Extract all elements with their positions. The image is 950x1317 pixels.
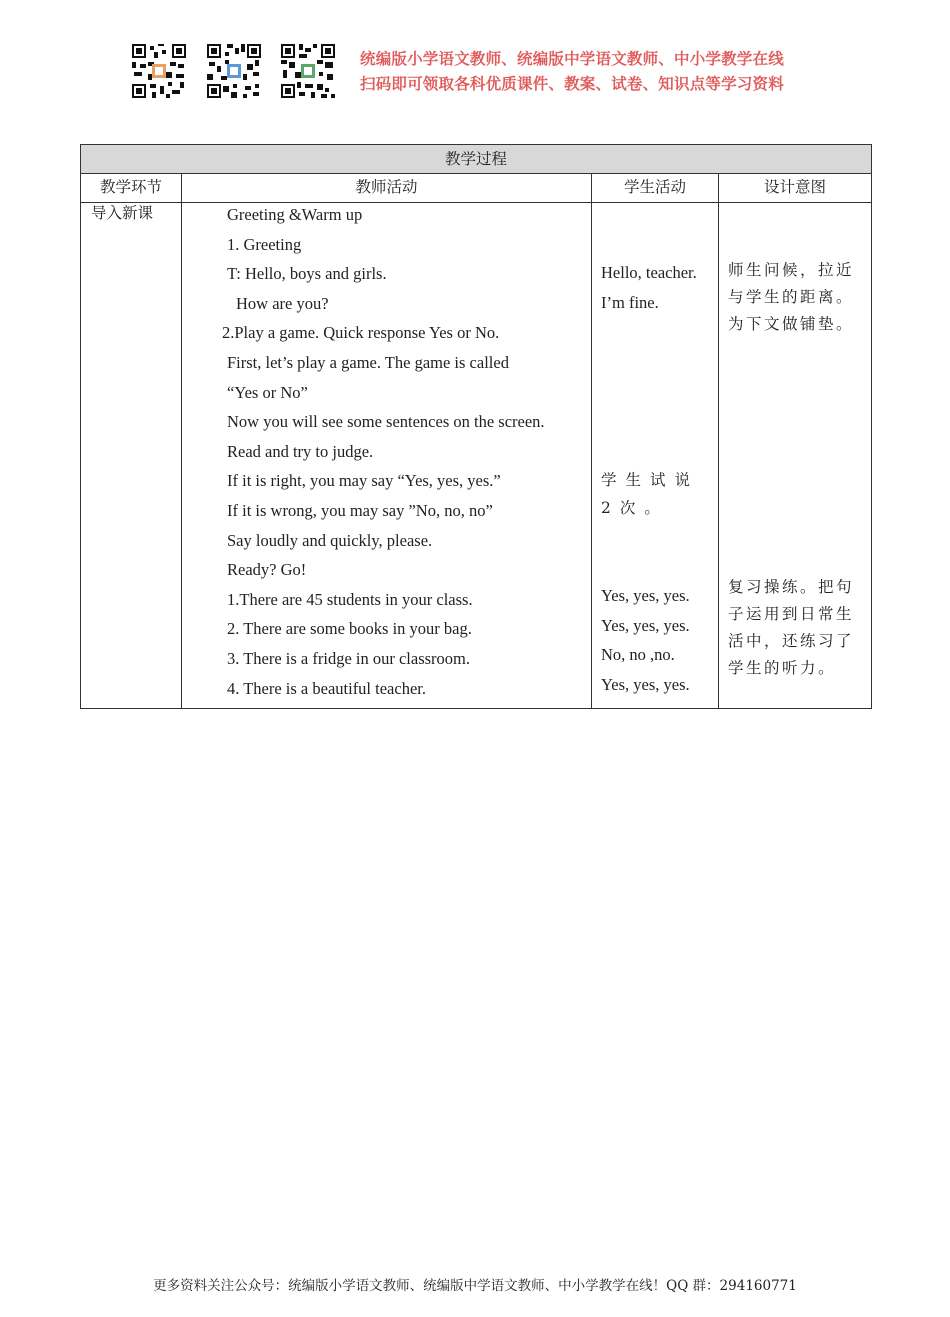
qr-code-icon[interactable] [205,42,263,100]
teacher-line: 3. There is a fridge in our classroom. [227,648,471,668]
teacher-line: 2. There are some books in your bag. [227,619,472,639]
student-activity-cell [592,203,719,709]
teacher-line: 1. Greeting [227,234,302,254]
column-header: 设计意图 [719,174,872,203]
qr-code-icon[interactable] [279,42,337,100]
footer-note: 更多资料关注公众号：统编版小学语文教师、统编版中学语文教师、中小学教学在线！QQ 群：294160771 [153,1278,797,1294]
column-header: 教学环节 [81,174,182,203]
design-intent: 复习操练。把句子运用到日常生活中，还练习了学生的听力。 [728,578,855,677]
column-header: 教师活动 [182,174,592,203]
qr-code-icon[interactable] [130,42,188,100]
student-response: Hello, teacher. [601,263,697,282]
banner-line-1: 统编版小学语文教师、统编版中学语文教师、中小学教学在线 [360,50,784,68]
design-intent-cell [719,203,872,709]
teacher-line: T: Hello, boys and girls. [227,264,387,284]
header [130,42,830,102]
stage-cell [81,203,182,709]
student-answer: Yes, yes, yes. [601,616,690,635]
teacher-line: Greeting &Warm up [227,205,363,224]
table-row [81,203,872,709]
teacher-line: 4. There is a beautiful teacher. [227,678,426,698]
teacher-line: How are you? [236,293,329,313]
teacher-line: Say loudly and quickly, please. [227,530,433,550]
stage-label: 导入新课 [91,204,154,222]
teacher-activity-cell [182,203,592,709]
student-answer: No, no ,no. [601,645,675,664]
lesson-table [80,144,872,709]
student-response: I’m fine. [601,293,659,312]
design-intent: 师生问候，拉近与学生的距离。为下文做铺垫。 [728,261,855,333]
teacher-line: If it is wrong, you may say ”No, no, no” [227,500,493,520]
teacher-line: Now you will see some sentences on the screen. [227,412,545,432]
teacher-line: 2.Play a game. Quick response Yes or No. [222,323,500,343]
student-answer: Yes, yes, yes. [601,586,690,605]
student-response: 学生试说2次。 [601,471,700,517]
banner-line-2: 扫码即可领取各科优质课件、教案、试卷、知识点等学习资料 [360,75,784,93]
table-title-row [81,145,872,174]
teacher-line: If it is right, you may say “Yes, yes, yes.” [227,471,501,491]
teacher-line: “Yes or No” [227,382,308,402]
table-header-row [81,174,872,203]
teacher-line: 1.There are 45 students in your class. [227,589,473,609]
table-title: 教学过程 [81,145,872,174]
teacher-line: Read and try to judge. [227,441,374,461]
column-header: 学生活动 [592,174,719,203]
promo-banner [360,47,830,97]
teacher-line: First, let’s play a game. The game is called [227,352,509,372]
teacher-line: Ready? Go! [227,560,307,580]
student-answer: Yes, yes, yes. [601,675,690,694]
